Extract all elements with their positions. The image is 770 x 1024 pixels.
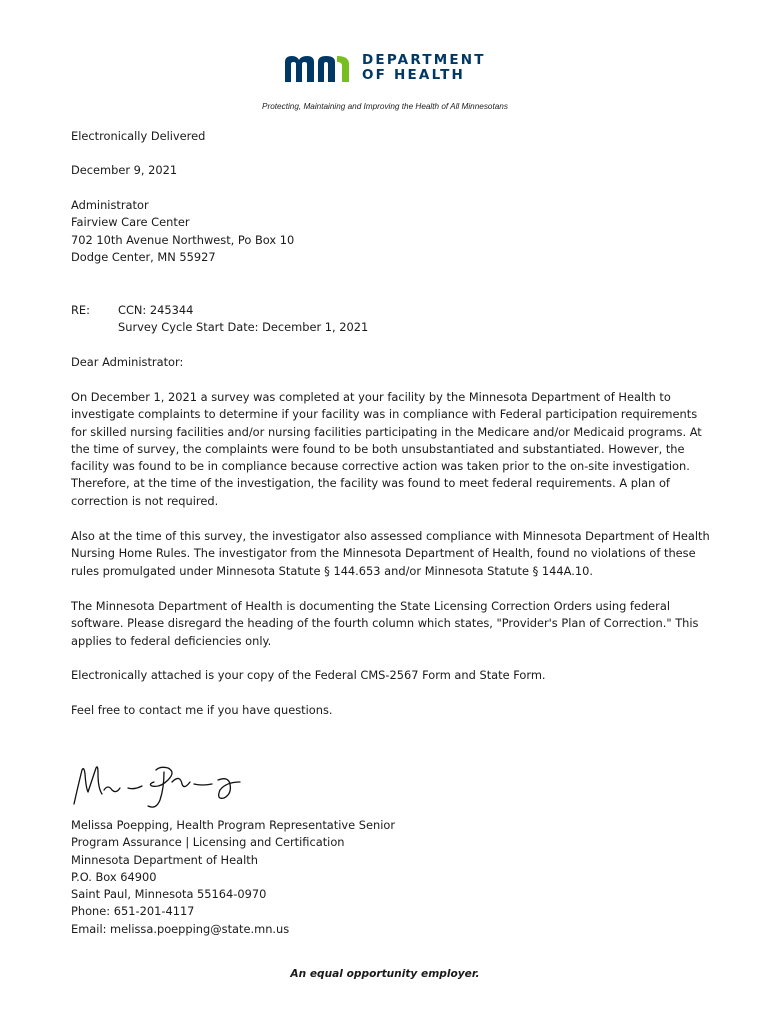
delivery-method: Electronically Delivered [71, 129, 206, 143]
re-label: RE: [71, 303, 90, 317]
signer-line: P.O. Box 64900 [71, 869, 157, 884]
signer-line: Saint Paul, Minnesota 55164-0970 [71, 887, 267, 902]
salutation: Dear Administrator: [71, 355, 184, 369]
re-details [118, 302, 368, 337]
mdh-logo [283, 52, 486, 84]
recipient-line: 702 10th Avenue Northwest, Po Box 10 [71, 232, 295, 247]
paragraph-state-rules [71, 528, 711, 580]
paragraph-survey-results [71, 389, 711, 510]
paragraph-attachments: Electronically attached is your copy of the Federal CMS-2567 Form and State Form. [71, 668, 546, 682]
paragraph-line: rules promulgated under Minnesota Statute § 144.653 and/or Minnesota Statute § 144A.10. [71, 563, 593, 578]
signer-email: Email: melissa.poepping@state.mn.us [71, 921, 290, 936]
handwritten-signature [68, 760, 258, 816]
paragraph-line: facility was found to be in compliance because corrective action was taken prior to the on-site investigation. [71, 459, 690, 474]
footer-text: An equal opportunity employer. [290, 968, 480, 980]
paragraph-contact: Feel free to contact me if you have questions. [71, 703, 333, 717]
paragraph-line: On December 1, 2021 a survey was completed at your facility by the Minnesota Department of Health to [71, 390, 671, 404]
logo-line-1: DEPARTMENT [362, 52, 486, 68]
paragraph-line: Therefore, at the time of the investigation, the facility was found to meet federal requirements. A plan of [71, 476, 670, 491]
mn-logo-mark-icon [283, 52, 353, 84]
signature-icon [68, 760, 258, 812]
recipient-line: Administrator [71, 198, 149, 212]
signer-line: Program Assurance | Licensing and Certification [71, 835, 345, 850]
recipient-address [71, 197, 711, 266]
signer-line: Phone: 651-201-4117 [71, 904, 195, 919]
recipient-line: Fairview Care Center [71, 215, 190, 230]
paragraph-line: for skilled nursing facilities and/or nursing facilities participating in the Medicare and/or Medicaid programs. At [71, 424, 702, 439]
letter-date: December 9, 2021 [71, 163, 178, 177]
re-line: Survey Cycle Start Date: December 1, 2021 [118, 320, 369, 335]
paragraph-correction-orders [71, 598, 711, 650]
signer-line: Minnesota Department of Health [71, 852, 258, 867]
signer-block [71, 817, 711, 938]
paragraph-line: applies to federal deficiencies only. [71, 633, 272, 648]
tagline: Protecting, Maintaining and Improving the Health of All Minnesotans [262, 102, 508, 111]
paragraph-line: Also at the time of this survey, the investigator also assessed compliance with Minnesota Department of Health [71, 529, 710, 543]
recipient-line: Dodge Center, MN 55927 [71, 249, 216, 264]
paragraph-line: software. Please disregard the heading of the fourth column which states, "Provider's Plan of Correction." This [71, 616, 699, 631]
paragraph-line: Nursing Home Rules. The investigator from the Minnesota Department of Health, found no violations of these [71, 546, 696, 561]
paragraph-line: The Minnesota Department of Health is documenting the State Licensing Correction Orders using federal [71, 599, 671, 613]
signer-line: Melissa Poepping, Health Program Representative Senior [71, 818, 396, 832]
paragraph-line: investigate complaints to determine if your facility was in compliance with Federal participation requirements [71, 407, 698, 422]
paragraph-line: correction is not required. [71, 493, 219, 508]
logo-line-2: OF HEALTH [362, 67, 466, 83]
paragraph-line: the time of survey, the complaints were found to be both unsubstantiated and substantiated. However, the [71, 441, 685, 456]
re-line: CCN: 245344 [118, 303, 194, 317]
